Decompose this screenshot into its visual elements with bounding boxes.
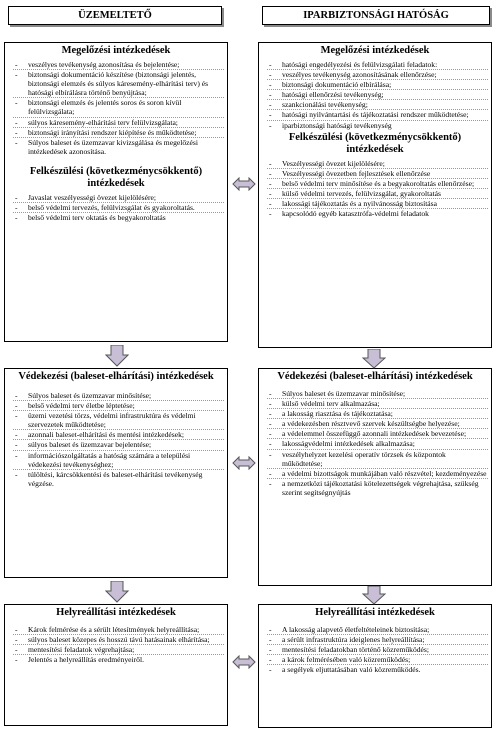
right-response-box	[258, 368, 492, 586]
list-item: - súlyos baleset és üzemzavar bejelentése;	[13, 440, 224, 450]
list-item: - kapcsolódó egyéb katasztrófa-védelmi feladatok	[267, 209, 488, 218]
list-item: - a védelmi bizottságok munkájában való részvétel; kezdeményezése	[267, 469, 488, 479]
header-authority: IPARBIZTONSÁGI HATÓSÁG	[262, 6, 490, 25]
double-arrow-icon	[232, 456, 256, 470]
list-item: - Súlyos baleset és üzemzavar minősítése;	[267, 389, 488, 399]
list-item: - veszélyhelyzet kezelési operatív törzsek és központok működtetése;	[267, 450, 488, 469]
down-arrow-icon	[105, 345, 129, 367]
right-recovery-title: Helyreállítási intézkedések	[315, 607, 435, 618]
list-item: - biztonsági dokumentáció elbírálása;	[267, 80, 488, 90]
list-item: - biztonsági dokumentáció készítése (biztonsági jelentés, biztonsági elemzés és súlyos káresemény-elhárítási terv) és hatósági elbírálásra történő benyújtása;	[13, 70, 224, 98]
list-item: - mentesítési feladatokban történő közreműködés;	[267, 645, 488, 655]
list-item: - Veszélyességi övezetben fejlesztések ellenőrzése	[267, 169, 488, 179]
list-item: - Súlyos baleset és üzemzavar minősítése;	[13, 391, 224, 401]
list-item: - veszélyes tevékenység azonosításának ellenőrzése;	[267, 70, 488, 80]
list-item: - Károk felmérése és a sérült létesítmények helyreállítása;	[13, 625, 224, 635]
left-recovery-title: Helyreállítási intézkedések	[56, 607, 176, 618]
list-item: - biztonsági irányítási rendszer kiépítése és működtetése;	[13, 128, 224, 138]
left-recovery-box	[4, 604, 228, 726]
left-prevention-title: Megelőzési intézkedések	[61, 45, 171, 56]
left-prevention-list	[5, 60, 227, 156]
left-recovery-list	[5, 625, 227, 664]
left-response-box	[4, 368, 228, 578]
right-prevention-title: Megelőzési intézkedések	[320, 45, 430, 56]
list-item: - a nemzetközi tájékoztatási kötelezettségek végrehajtása, szükség szerint segítségnyújtás	[267, 479, 488, 497]
list-item: - veszélyes tevékenység azonosítása és bejelentése;	[13, 60, 224, 70]
list-item: - Jelentés a helyreállítás eredményeiről.	[13, 655, 224, 664]
list-item: - Veszélyességi övezet kijelölésére;	[267, 159, 488, 169]
list-item: - súlyos káresemény-elhárítási terv felülvizsgálata;	[13, 118, 224, 128]
left-response-list	[5, 391, 227, 488]
right-recovery-list	[259, 625, 491, 674]
right-preparedness-list	[259, 159, 491, 219]
left-prevention-preparedness-box	[4, 42, 228, 342]
list-item: - szankcionálási tevékenység;	[267, 100, 488, 110]
list-item: - Súlyos baleset és üzemzavar kivizsgálása és megelőzési intézkedések azonosítása.	[13, 138, 224, 156]
list-item: - hatósági ellenőrzési tevékenység;	[267, 90, 488, 100]
list-item: - üzemi vezetési törzs, védelmi infrastruktúra és védelmi szervezetek működtetése;	[13, 411, 224, 430]
right-recovery-box	[258, 604, 492, 728]
list-item: - azonnali baleset-elhárítási és mentési intézkedések;	[13, 430, 224, 440]
list-item: - információszolgáltatás a hatóság számára a települési védekezési tevékenységhez;	[13, 451, 224, 470]
double-arrow-icon	[232, 177, 256, 191]
list-item: - belső védelmi terv minősítése és a begyakoroltatás ellenőrzése;	[267, 179, 488, 189]
list-item: - hatósági engedélyezési és felülvizsgálati feladatok:	[267, 60, 488, 70]
down-arrow-icon	[362, 349, 386, 369]
list-item: - a védelemmel összefüggő azonnali intézkedések bevezetése;	[267, 429, 488, 439]
right-response-title: Védekezési (baleset-elhárítási) intézkedések	[277, 371, 473, 382]
list-item: - a védekezésben résztvevő szervek készültségbe helyezése;	[267, 419, 488, 429]
down-arrow-icon	[362, 586, 386, 605]
right-preparedness-title: Felkészülési (következménycsökkentő) intézkedések	[288, 131, 462, 155]
right-prevention-list	[259, 60, 491, 130]
left-response-title: Védekezési (baleset-elhárítási) intézkedések	[18, 371, 214, 382]
list-item: - a sérült infrastruktúra ideiglenes helyreállítása;	[267, 635, 488, 645]
list-item: - belső védelmi terv életbe léptetése;	[13, 401, 224, 411]
list-item: - lakossági tájékoztatás és a nyilvánosság biztosítása	[267, 199, 488, 209]
list-item: - súlyos baleset közepes és hosszú távú hatásainak elhárítása;	[13, 635, 224, 645]
right-response-list	[259, 389, 491, 497]
list-item: - mentesítési feladatok végrehajtása;	[13, 645, 224, 655]
down-arrow-icon	[105, 581, 129, 603]
list-item: - a lakosság riasztása és tájékoztatása;	[267, 409, 488, 419]
right-prevention-preparedness-box	[258, 42, 492, 348]
header-operator: ÜZEMELTETŐ	[8, 6, 222, 25]
left-preparedness-title: Felkészülési (következménycsökkentő) intézkedések	[29, 165, 203, 189]
list-item: - a segélyek eljuttatásában való közreműködés.	[267, 665, 488, 674]
left-preparedness-list	[5, 193, 227, 222]
list-item: - biztonsági elemzés és jelentés soros és soron kívül felülvizsgálata;	[13, 98, 224, 117]
list-item: - A lakosság alapvető életfeltételeinek biztosítása;	[267, 625, 488, 635]
list-item: - belső védelmi tervezés, felülvizsgálat és gyakoroltatás.	[13, 203, 224, 213]
list-item: - hatósági nyilvántartási és tájékoztatási rendszer működtetése;	[267, 110, 488, 120]
list-item: - belső védelmi terv oktatás és begyakoroltatás	[13, 213, 224, 222]
double-arrow-icon	[232, 655, 256, 669]
list-item: - túlöltési, kárcsökkentési és baleset-elhárítási tevékenység végzése.	[13, 470, 224, 488]
list-item: - a károk felmérésében való közreműködés;	[267, 655, 488, 665]
list-item: - külső védelmi terv alkalmazása;	[267, 399, 488, 409]
list-item: - külső védelmi tervezés, felülvizsgálat, gyakoroltatás	[267, 189, 488, 199]
list-item: - Javaslat veszélyességi övezet kijelölésére;	[13, 193, 224, 203]
list-item: - iparbiztonsági hatósági tevékenység	[267, 121, 488, 130]
list-item: - lakosságvédelmi intézkedések alkalmazása;	[267, 439, 488, 449]
